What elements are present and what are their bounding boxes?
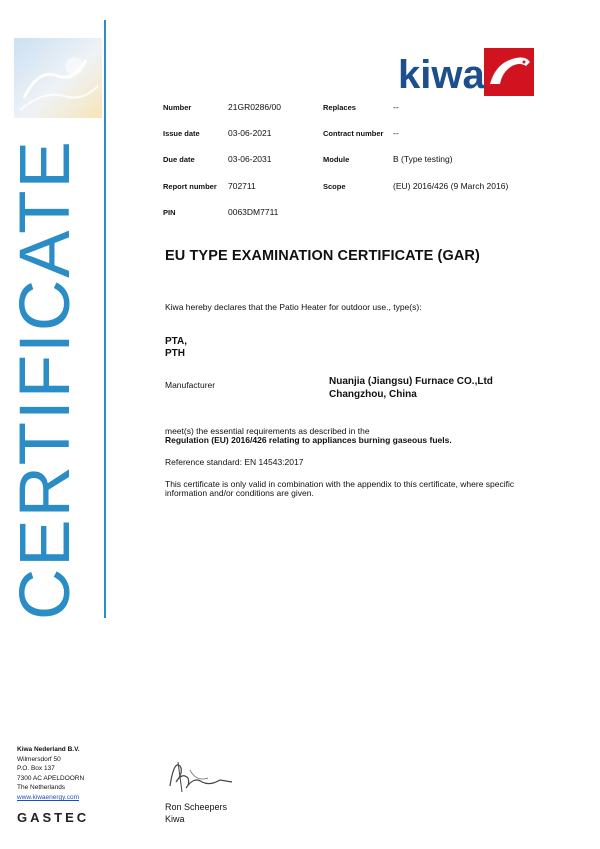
accent-line-bottom [104, 198, 106, 618]
field-label-replaces: Replaces [323, 103, 356, 112]
field-value-number: 21GR0286/00 [228, 102, 281, 112]
reference-standard: Reference standard: EN 14543:2017 [165, 457, 304, 467]
declaration-text: Kiwa hereby declares that the Patio Heater for outdoor use., type(s): [165, 302, 422, 312]
field-label-scope: Scope [323, 182, 346, 191]
signatory-org: Kiwa [165, 814, 185, 824]
kiwa-logo [398, 44, 536, 100]
field-label-number: Number [163, 103, 192, 112]
website-link[interactable]: www.kiwaenergy.com [17, 793, 80, 801]
requirements-text: meet(s) the essential requirements as described in the [165, 426, 370, 436]
regulation-text: Regulation (EU) 2016/426 relating to appliances burning gaseous fuels. [165, 435, 452, 445]
type-item: PTH [165, 348, 185, 359]
address-po-box: P.O. Box 137 [17, 765, 55, 773]
decorative-watermark-image [14, 38, 102, 118]
field-value-scope: (EU) 2016/426 (9 March 2016) [393, 181, 509, 191]
manufacturer-city: Changzhou, China [329, 389, 417, 400]
certificate-title: EU TYPE EXAMINATION CERTIFICATE (GAR) [165, 248, 480, 264]
field-label-issue-date: Issue date [163, 129, 200, 138]
address-block [17, 745, 84, 803]
address-city: 7300 AC APELDOORN [17, 774, 85, 782]
field-label-report-number: Report number [163, 182, 217, 191]
field-value-contract-number: -- [393, 128, 399, 138]
address-country: The Netherlands [17, 784, 66, 792]
validity-text-2: information and/or conditions are given. [165, 488, 314, 498]
gastec-logo: GASTEC [17, 810, 90, 825]
vertical-certificate-title: CERTIFICATE [6, 139, 85, 620]
manufacturer-label: Manufacturer [165, 380, 216, 390]
field-value-module: B (Type testing) [393, 154, 453, 164]
type-item: PTA, [165, 336, 188, 347]
svg-text:kiwa: kiwa [398, 53, 485, 97]
manufacturer-name: Nuanjia (Jiangsu) Furnace CO.,Ltd [329, 376, 493, 387]
field-label-module: Module [323, 155, 350, 164]
address-company: Kiwa Nederland B.V. [17, 746, 80, 753]
accent-line-top [104, 20, 106, 198]
field-value-report-number: 702711 [228, 181, 256, 191]
field-value-due-date: 03-06-2031 [228, 154, 272, 164]
signatory-name: Ron Scheepers [165, 802, 228, 812]
validity-text-1: This certificate is only valid in combination with the appendix to this certificate, where specific [165, 479, 515, 489]
field-label-due-date: Due date [163, 155, 195, 164]
field-label-pin: PIN [163, 208, 176, 217]
field-label-contract-number: Contract number [323, 129, 384, 138]
field-value-issue-date: 03-06-2021 [228, 128, 272, 138]
signature-image [160, 752, 240, 796]
field-value-replaces: -- [393, 102, 399, 112]
address-street: Wilmersdorf 50 [17, 755, 61, 763]
field-value-pin: 0063DM7711 [228, 207, 279, 217]
